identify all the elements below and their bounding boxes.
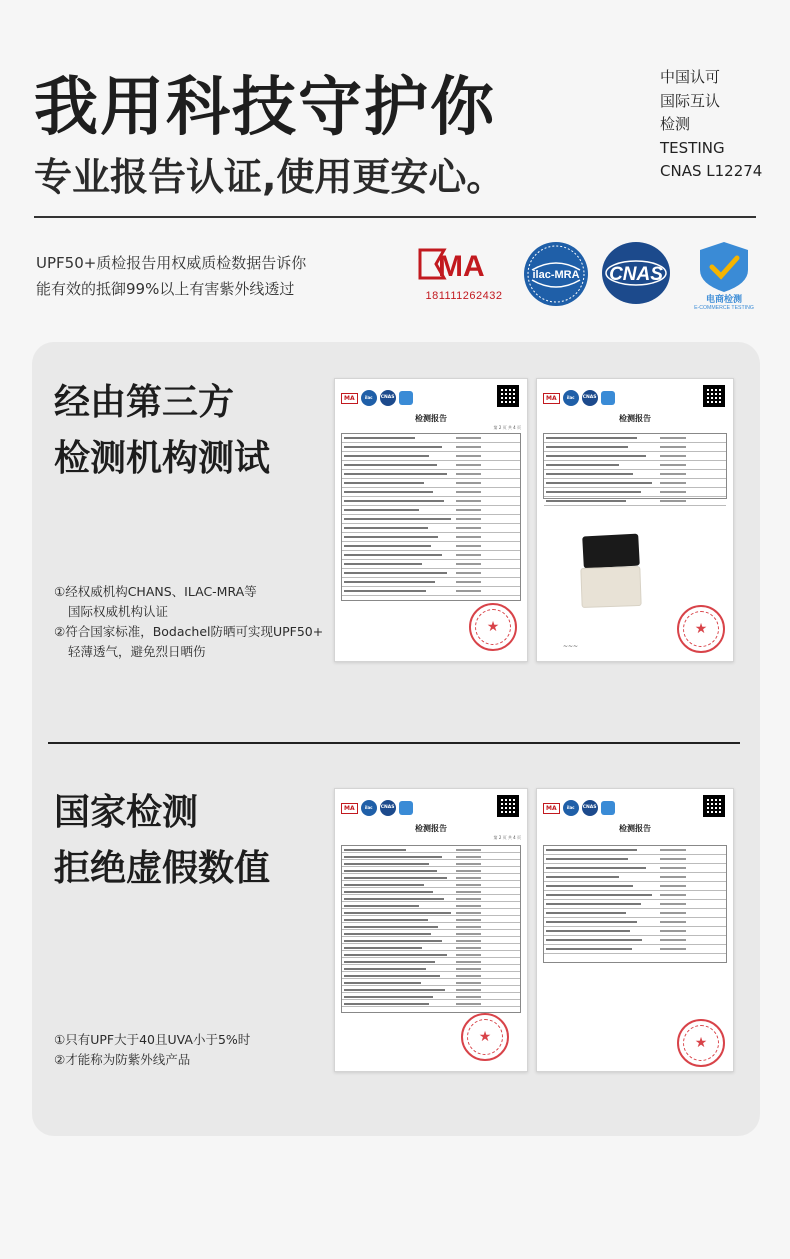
fabric-sample-light [580, 566, 641, 608]
hero-title: 我用科技守护你 [34, 71, 496, 145]
section1-title-line: 检测机构测试 [54, 438, 271, 479]
cma-logo [416, 244, 512, 304]
report-meta [341, 425, 521, 431]
intro-line: 能有效的抵御99%以上有害紫外线透过 [36, 280, 295, 298]
test-report-page [536, 788, 734, 1072]
note-line: ②符合国家标准，Bodachel防晒可实现UPF50+ [54, 624, 324, 639]
cnas-logo-text: CNAS [609, 264, 663, 285]
report-title: 检测报告 [415, 414, 447, 423]
section1-title [54, 378, 270, 484]
qr-code-icon [703, 795, 725, 817]
accreditation-line: CNAS L12274 [660, 162, 763, 180]
note-line: 轻薄透气，避免烈日晒伤 [68, 644, 206, 659]
report-title: 检测报告 [619, 414, 651, 423]
official-seal-icon: ★ [677, 605, 725, 653]
cnas-mini-logo: CNAS [380, 390, 396, 406]
report-title: 检测报告 [619, 824, 651, 833]
test-report-page [334, 378, 528, 662]
cma-logo-text: MA [438, 250, 485, 283]
intro-line: UPF50+质检报告用权威质检数据告诉你 [36, 254, 307, 272]
section2-title-line: 国家检测 [54, 792, 199, 833]
ilac-logo-text: ilac-MRA [532, 269, 580, 281]
ec-mini-logo [399, 801, 413, 815]
report-header [543, 795, 727, 821]
ilac-mini-logo: ilac [563, 800, 579, 816]
ec-logo-text: 电商检测 [705, 295, 743, 305]
accreditation-line: TESTING [660, 138, 725, 157]
section1-title-line: 经由第三方 [54, 382, 235, 423]
accreditation-line: 中国认可 [660, 68, 721, 86]
accreditation-line: 国际互认 [660, 91, 721, 110]
report-page-number: 第 2 页 共 4 页 [493, 425, 521, 430]
cma-mini-logo: MA [543, 803, 560, 814]
cma-number: 181111262432 [425, 290, 503, 302]
report-table [543, 433, 727, 499]
report-header [341, 795, 521, 821]
ec-logo-subtext: E-COMMERCE TESTING [694, 305, 754, 310]
section-divider [48, 742, 740, 744]
hero-subtitle: 专业报告认证,使用更安心。 [34, 155, 505, 199]
section2-title [54, 788, 270, 894]
report-table [543, 845, 727, 963]
qr-code-icon [703, 385, 725, 407]
official-seal-icon: ★ [461, 1013, 509, 1061]
fabric-sample-dark [582, 534, 640, 569]
ilac-mra-logo [522, 240, 590, 308]
section2-notes [54, 1030, 250, 1070]
official-seal-icon: ★ [677, 1019, 725, 1067]
report-title: 检测报告 [415, 824, 447, 833]
qr-code-icon [497, 385, 519, 407]
signature-mark: ~~~ [563, 643, 579, 650]
report-page-number: 第 2 页 共 4 页 [493, 835, 521, 840]
note-line: ①只有UPF大于40且UVA小于5%时 [54, 1032, 251, 1047]
cnas-mini-logo: CNAS [380, 800, 396, 816]
ec-mini-logo [601, 391, 615, 405]
official-seal-icon: ★ [469, 603, 517, 651]
ecommerce-testing-logo [688, 240, 760, 310]
cnas-mini-logo: CNAS [582, 390, 598, 406]
section1-notes [54, 582, 323, 662]
intro-text [36, 250, 306, 302]
cma-mini-logo: MA [341, 803, 358, 814]
report-table [341, 845, 521, 1013]
test-report-page [334, 788, 528, 1072]
test-report-page [536, 378, 734, 662]
ilac-mini-logo: ilac [361, 800, 377, 816]
qr-code-icon [497, 795, 519, 817]
ec-mini-logo [601, 801, 615, 815]
ilac-mini-logo: ilac [361, 390, 377, 406]
accreditation-info [660, 66, 762, 184]
note-line: 国际权威机构认证 [68, 604, 169, 619]
cma-mini-logo: MA [543, 393, 560, 404]
accreditation-line: 检测 [660, 115, 691, 133]
note-line: ①经权威机构CHANS、ILAC-MRA等 [54, 584, 257, 599]
report-header [341, 385, 521, 411]
note-line: ②才能称为防紫外线产品 [54, 1052, 191, 1067]
cnas-mini-logo: CNAS [582, 800, 598, 816]
header-divider [34, 216, 756, 218]
report-table [341, 433, 521, 601]
section2-title-line: 拒绝虚假数值 [54, 848, 271, 889]
report-meta [341, 835, 521, 841]
cnas-logo [600, 240, 672, 306]
ec-mini-logo [399, 391, 413, 405]
report-header [543, 385, 727, 411]
cma-mini-logo: MA [341, 393, 358, 404]
ilac-mini-logo: ilac [563, 390, 579, 406]
